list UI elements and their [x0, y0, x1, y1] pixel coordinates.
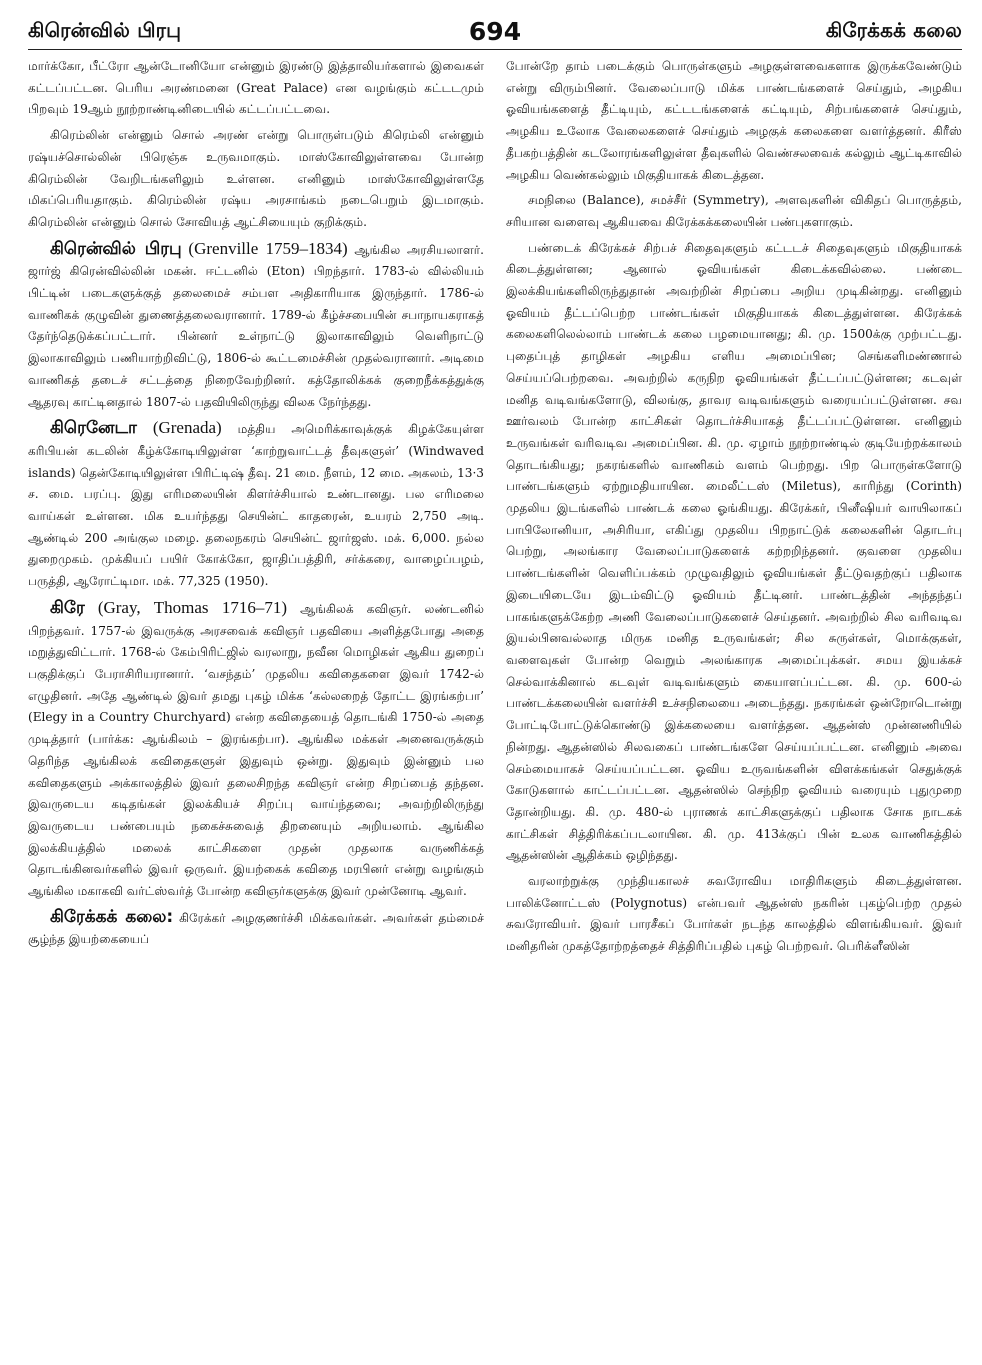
- running-header: [28, 10, 962, 50]
- header-left-title: கிரென்வில் பிரபு: [28, 18, 182, 42]
- entry-grenada: [28, 417, 484, 593]
- header-right-title: கிரேக்கக் கலை: [825, 18, 962, 42]
- headword-greek-art: கிரேக்கக் கலை:: [50, 906, 174, 927]
- headword-grenada-english: (Grenada): [152, 418, 222, 438]
- entry-grenada-text: மத்திய அமெரிக்காவுக்குக் கிழக்கேயுள்ள கரிபியன் கடலின் கீழ்க்கோடியிலுள்ள ‘காற்றுவாட்டத் தீவுகளுள்’ (Windwaved islands) தென்கோடியிலுள்ள பிரிட்டிஷ் தீவு. 21 மை. நீளம், 12 மை. அகலம், 13·3 ச. மை. பரப்பு. இது எரிமலையின் கிளர்ச்சியால் உண்டானது. பல எரிமலை வாய்கள் உள்ளன. மிக உயர்ந்தது செயின்ட் காதரைன், உயரம் 2,750 அடி. ஆண்டில் 200 அங்குல மழை. தலைநகரம் செயின்ட் ஜார்ஜஸ். மக். 6,000. நல்ல துறைமுகம். முக்கியப் பயிர் கோக்கோ, ஜாதிப்பத்திரி, சர்க்கரை, வாழைப்பழம், பருத்தி, ஆரோட்டிமா. மக். 77,325 (1950).: [28, 422, 484, 589]
- entry-grenville-text: ஆங்கில அரசியலாளர். ஜார்ஜ் கிரென்வில்லின் மகன். ஈட்டனில் (Eton) பிறந்தார். 1783-ல் வில்லியம் பிட்டின் படைகளுக்குத் தலைமைச் சம்பள அதிகாரியாக இருந்தார். 1786-ல் வாணிகக் குழுவின் துணைத்தலைவரானார். 1789-ல் கீழ்ச்சபையின் சபாநாயகராகத் தேர்ந்தெடுக்கப்பட்டார். பின்னர் உள்நாட்டு இலாகாவிலும் வெளிநாட்டு இலாகாவிலும் பணியாற்றிவிட்டு, 1806-ல் கூட்டமைச்சின் முதல்வரானார். அடிமை வாணிகத் தடைச் சட்டத்தை நிறைவேற்றினர். கத்தோலிக்கக் குறைநீக்கத்துக்கு ஆதரவு காட்டினதால் 1807-ல் பதவியிலிருந்து விலக நேர்ந்தது.: [28, 242, 484, 409]
- greek-art-continuation-paragraph: போன்றே தாம் படைக்கும் பொருள்களும் அழகுள்ளவைகளாக இருக்கவேண்டும் என்று விரும்பினர். வேலைப்பாடு மிக்க பாண்டங்களைச் செய்தும், அழகிய ஓவியங்களைத் தீட்டியும், கட்டடங்களைக் கட்டியும், சிற்பங்களைச் செய்தும், அழகிய உலோக வேலைகளைச் செய்தும் அழகுக் கலைகளை வளர்த்தனர். கிரீஸ் தீபகற்பத்தின் கடலோரங்களிலுள்ள தீவுகளில் வெண்சலவைக் கல்லும் ஆட்டிகாவில் அழகிய வெண்கல்லும் மிகுதியாகக் கிடைத்தன.: [506, 59, 962, 182]
- left-column: [28, 56, 484, 958]
- entry-gray-text: ஆங்கிலக் கவிஞர். லண்டனில் பிறந்தவர். 1757-ல் இவருக்கு அரசவைக் கவிஞர் பதவியை அளித்தபோது அதை மறுத்துவிட்டார். 1768-ல் கேம்பிரிட்ஜில் வரலாறு, நவீன மொழிகள் ஆகிய துறைப் பகுதிக்குப் பேராசிரியரானார். ‘வசந்தம்’ முதலிய கவிதைகளை இவர் 1742-ல் எழுதினர். அதே ஆண்டில் இவர் தமது புகழ் மிக்க ‘கல்லறைத் தோட்ட இரங்கற்பா’ (Elegy in a Country Churchyard) என்ற கவிதையைத் தொடங்கி 1750-ல் அதை முடித்தார் (பார்க்க: ஆங்கிலம் – இரங்கற்பா). ஆங்கில மக்கள் அனைவருக்கும் தெரிந்த ஆங்கிலக் கவிதைகளுள் இதுவும் ஒன்று. இதுவும் இன்னும் பல கவிதைகளும் அக்காலத்தில் இவர் தலைசிறந்த கவிஞர் என்ற சிறப்பைத் தந்தன. இவருடைய கடிதங்கள் இலக்கியச் சிறப்பு வாய்ந்தவை; அவற்றிலிருந்து இவருடைய பண்பையும் நகைச்சுவைத் திறனையும் அறியலாம். ஆங்கில இலக்கியத்தில் மலைக் காட்சிகளை முதன் முதலாக வருணிக்கத் தொடங்கினவர்களில் இவர் ஒருவர். இயற்கைக் கவிதை மரபினர் என்று வழங்கும் ஆங்கில மகாகவி வர்ட்ஸ்வர்த் போன்ற கவிஞர்களுக்கு இவர் முன்னோடி ஆவர்.: [28, 601, 484, 899]
- kremlin-word-paragraph: கிரெம்லின் என்னும் சொல் அரண் என்று பொருள்படும் கிரெம்லி என்னும் ரஷ்யச்சொல்லின் பிரெஞ்சு உருவமாகும். மாஸ்கோவிலுள்ளவை போன்ற கிரெம்லின் வேறிடங்களிலும் உள்ளன. எனினும் மாஸ்கோவிலுள்ளதே மிகப்பெரியதாகும். கிரெம்லின் ரஷ்ய அரசாங்கம் நடைபெறும் இடமாகும். கிரெம்லின் என்னும் சொல் சோவியத் ஆட்சியையும் குறிக்கும்.: [28, 128, 484, 229]
- greek-mural-paragraph: வரலாற்றுக்கு முந்தியகாலச் சுவரோவிய மாதிரிகளும் கிடைத்துள்ளன. பாலிக்னோட்டஸ் (Polygnotus) என்பவர் ஆதன்ஸ் நகரின் புகழ்பெற்ற முதல் சுவரோவியர். இவர் பாரசீகப் போர்கள் நடந்த காலத்தில் விளங்கியவர். இவர் மனிதரின் முகத்தோற்றத்தைச் சித்திரிப்பதில் புகழ் பெற்றவர். பெரிக்ளீஸின்: [506, 874, 962, 954]
- right-column: [506, 56, 962, 958]
- headword-gray-english: (Gray, Thomas 1716–71): [97, 597, 288, 617]
- headword-gray: கிரே: [50, 597, 85, 618]
- entry-gray: [28, 597, 484, 903]
- page-number: 694: [468, 17, 522, 46]
- entry-greek-art: [28, 907, 484, 951]
- greek-pottery-paragraph: பண்டைக் கிரேக்கச் சிற்பச் சிதைவுகளும் கட்டடச் சிதைவுகளும் மிகுதியாகக் கிடைத்துள்ளன; ஆனால் ஓவியங்கள் கிடைக்கவில்லை. பண்டை இலக்கியங்களிலிருந்துதான் அவற்றின் சிறப்பை அறிய முடிகின்றது. எனினும் ஓவியம் தீட்டப்பெற்ற பாண்டங்கள் மிகுதியாகக் கிடைத்துள்ளன. கிரேக்கக் கலைகளிலெல்லாம் பாண்டக் கலை பழமையானது; கி. மு. 1500க்கு முற்பட்டது. புதைப்புத் தாழிகள் அழகிய எளிய அமைப்பின; செங்களிமண்ணால் செய்யப்பெற்றவை. அவற்றில் கருநிற ஓவியங்கள் தீட்டப்பட்டுள்ளன; கடவுள் மனித வடிவங்களோடு, விலங்கு, தாவர வடிவங்களும் வரையப்பட்டுள்ளன. சவ ஊர்வலம் போன்ற காட்சிகள் தொடர்ச்சியாகத் தீட்டப்பட்டுள்ளன. எனினும் உருவங்கள் வரிவடிவ அமைப்பின. கி. மு. ஏழாம் நூற்றாண்டில் குடியேற்றக்காலம் தொடங்கியது; நகரங்களில் வாணிகம் வளம் பெற்றது. பிற பொருள்களோடு பாண்டங்களும் ஏற்றுமதியாயின. மைலீட்டஸ் (Miletus), காரிந்து (Corinth) முதலிய இடங்களில் பாண்டக் கலை ஓங்கியது. கிரேக்கர், பினீஷியர் வாயிலாகப் பாபிலோனியா, அசிரியா, எகிப்து முதலிய பிறநாட்டுக் கலைகளின் தொடர்பு பெற்று, அலங்கார வேலைப்பாடுகளைக் கற்றறிந்தனர். குவளை முதலிய பாண்டங்களின் வெளிப்பக்கம் முழுவதிலும் ஓவியங்கள் தீட்டுவதற்குப் பதிலாக இடையிடையே இடம்விட்டு ஓவியம் தீட்டினர். பாண்டத்தின் அந்தந்தப் பாகங்களுக்கேற்ற அணி வேலைப்பாடுகளைச் செய்தனர். அவற்றில் சில வரிவடிவ இயல்பினவல்லாத மிருக மனித உருவங்கள்; சில சுருள்கள், மொக்குகள், வளைவுகள் போன்ற வெறும் அலங்காரக அமைப்புக்கள். சமய இயக்கச் செல்வாக்கினால் கடவுள் வடிவங்களும் கையாளப்பட்டன. கி. மு. 600-ல் பாண்டக்கலையின் வளர்ச்சி உச்சநிலையை அடைந்தது. நகரங்கள் ஒன்றோடொன்று போட்டிபோட்டுக்கொண்டு இக்கலையை வளர்த்தன. ஆதன்ஸ் முன்னணியில் நின்றது. ஆதன்ஸில் சிலவகைப் பாண்டங்களே செய்யப்பட்டன. எனினும் அவை செம்மையாகச் செய்யப்பட்டன. ஓவிய உருவங்களின் விளக்கங்கள் செதுக்குக் கோடுகளால் காட்டப்பட்டன. ஆதன்ஸில் செந்நிற ஓவியம் வரையும் புதுமுறை தோன்றியது. கி. மு. 480-ல் புராணக் காட்சிகளுக்குப் பதிலாக சோக நாடகக் காட்சிகள் சித்திரிக்கப்படலாயின. கி. மு. 413க்குப் பின் உலக வாணிகத்தில் ஆதன்ஸின் ஆதிக்கம் ஒழிந்தது.: [506, 240, 962, 863]
- two-column-body: [28, 56, 962, 958]
- entry-greek-art-text: கிரேக்கர் அழகுணர்ச்சி மிக்கவர்கள். அவர்கள் தம்மைச் சூழ்ந்த இயற்கையைப்: [28, 910, 484, 947]
- kremlin-continuation-paragraph: மார்க்கோ, பீட்ரோ ஆன்டோனியோ என்னும் இரண்டு இத்தாலியர்களால் இவைகள் கட்டப்பட்டன. பெரிய அரண்மனை (Great Palace) என வழங்கும் கட்டடமும் பிறவும் 19ஆம் நூற்றாண்டினிடையில் கட்டப்பட்டவை.: [28, 59, 484, 117]
- headword-grenada: கிரெனேடா: [50, 418, 137, 439]
- headword-grenville-english: (Grenville 1759–1834): [188, 238, 348, 258]
- greek-art-qualities-paragraph: சமநிலை (Balance), சமச்சீர் (Symmetry), அளவுகளின் விகிதப் பொருத்தம், சரியான வளைவு ஆகியவை கிரேக்கக்கலையின் பண்புகளாகும்.: [506, 193, 962, 229]
- entry-grenville: [28, 238, 484, 414]
- headword-grenville: கிரென்வில் பிரபு: [50, 238, 182, 259]
